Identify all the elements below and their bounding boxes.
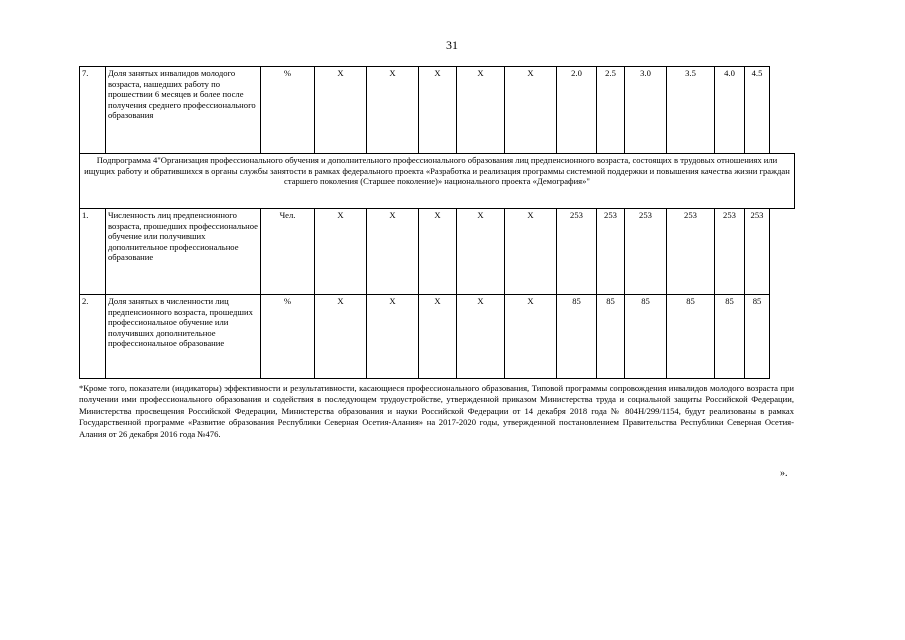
value-cell: 253 xyxy=(557,209,597,295)
value-cell: X xyxy=(367,209,419,295)
row-number-cell: 1. xyxy=(80,209,106,295)
value-cell: X xyxy=(367,295,419,379)
value-cell: 85 xyxy=(597,295,625,379)
value-cell: 85 xyxy=(715,295,745,379)
value-cell: 253 xyxy=(667,209,715,295)
page-number: 31 xyxy=(446,38,458,52)
value-cell: 85 xyxy=(625,295,667,379)
value-cell: 2.5 xyxy=(597,67,625,154)
value-cell: X xyxy=(367,67,419,154)
value-cell: X xyxy=(505,209,557,295)
value-cell: X xyxy=(505,67,557,154)
indicator-name-cell: Доля занятых инвалидов молодого возраста, нашедших работу по прошествии 6 месяцев и более после получения среднего профессионального образования xyxy=(106,67,261,154)
table-row xyxy=(80,67,795,154)
indicator-name-cell: Численность лиц предпенсионного возраста, прошедших профессиональное обучение или получивших дополнительное профессиональное образование xyxy=(106,209,261,295)
row-number-cell: 7. xyxy=(80,67,106,154)
table-row xyxy=(80,295,795,379)
value-cell: 4.5 xyxy=(745,67,770,154)
value-cell: 253 xyxy=(625,209,667,295)
value-cell: 3.5 xyxy=(667,67,715,154)
value-cell: X xyxy=(457,295,505,379)
value-cell: X xyxy=(505,295,557,379)
indicators-table xyxy=(79,66,795,379)
value-cell: 253 xyxy=(745,209,770,295)
value-cell: 85 xyxy=(745,295,770,379)
footnote-text: *Кроме того, показатели (индикаторы) эффективности и результативности, касающиеся профессионального образования, Типовой программы сопровождения инвалидов молодого возраста при получении ими профессионального образования и содействия в последующем трудоустройстве, утвержденной приказом Министерства труда и социальной защиты Российской Федерации, Министерства просвещения Российской Федерации, Министерства образования и науки Российской Федерации от 14 декабря 2018 года № 804Н/299/1154, будут реализованы в рамках Государственной программе «Развитие образования Республики Северная Осетия-Алания» на 2017-2020 годы, утвержденной постановлением Правительства Республики Северная Осетия-Алания от 26 декабря 2016 года №476. xyxy=(79,383,794,439)
subprogram-row xyxy=(80,154,795,209)
closing-quote-mark: ». xyxy=(780,468,788,479)
value-cell: 85 xyxy=(667,295,715,379)
value-cell: 253 xyxy=(715,209,745,295)
value-cell: X xyxy=(419,209,457,295)
value-cell: X xyxy=(315,67,367,154)
table-row xyxy=(80,209,795,295)
value-cell: X xyxy=(419,295,457,379)
value-cell: X xyxy=(315,209,367,295)
value-cell: 3.0 xyxy=(625,67,667,154)
value-cell: X xyxy=(419,67,457,154)
value-cell: 253 xyxy=(597,209,625,295)
unit-cell: Чел. xyxy=(261,209,315,295)
value-cell: 4.0 xyxy=(715,67,745,154)
value-cell: X xyxy=(457,67,505,154)
unit-cell: % xyxy=(261,67,315,154)
unit-cell: % xyxy=(261,295,315,379)
indicator-name-cell: Доля занятых в численности лиц предпенсионного возраста, прошедших профессиональное обучение или получивших дополнительное профессиональное образование xyxy=(106,295,261,379)
value-cell: 2.0 xyxy=(557,67,597,154)
value-cell: X xyxy=(315,295,367,379)
value-cell: X xyxy=(457,209,505,295)
subprogram-title: Подпрограмма 4"Организация профессионального обучения и дополнительного профессионального образования лиц предпенсионного возраста, состоящих в трудовых отношениях или ищущих работу и обратившихся в органы службы занятости в рамках федерального проекта «Разработка и реализация программы системной поддержки и повышения качества жизни граждан старшего поколения (Старшее поколение)» национального проекта «Демография»" xyxy=(80,154,795,209)
value-cell: 85 xyxy=(557,295,597,379)
row-number-cell: 2. xyxy=(80,295,106,379)
